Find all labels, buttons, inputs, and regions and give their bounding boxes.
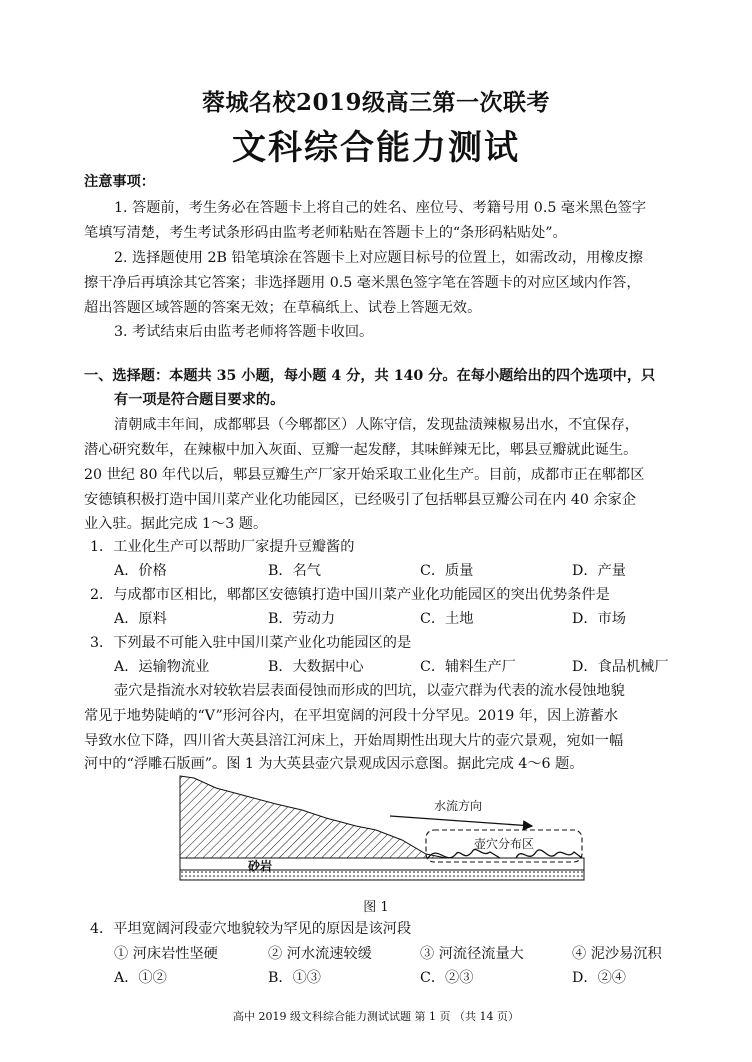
figure-1-diagram xyxy=(176,774,588,890)
question-4-statement-2: ② 河水流速较缓 xyxy=(268,946,372,962)
question-1-option-b: B．名气 xyxy=(268,563,321,579)
figure-1-caption: 图 1 xyxy=(363,900,389,915)
question-1-option-a: A．价格 xyxy=(114,563,167,579)
notice-item-2-line-3: 超出答题区域答题的答案无效；在草稿纸上、试卷上答题无效。 xyxy=(84,300,482,316)
question-4-option-c: C．②③ xyxy=(420,970,474,986)
question-3-option-b: B．大数据中心 xyxy=(268,659,364,675)
passage-2-line-3: 导致水位下降，四川省大英县涪江河床上，开始周期性出现大片的壶穴景观，宛如一幅 xyxy=(84,733,624,749)
passage-2-line-4: 河中的“浮雕石版画”。图 1 为大英县壶穴景观成因示意图。据此完成 4～6 题。 xyxy=(84,756,584,772)
notice-item-1-line-1: 1. 答题前，考生务必在答题卡上将自己的姓名、座位号、考籍号用 0.5 毫米黑色签字 xyxy=(114,200,647,216)
question-4-statement-1: ① 河床岩性坚硬 xyxy=(114,946,218,962)
question-1-option-c: C．质量 xyxy=(420,563,474,579)
question-1-stem: 1．工业化生产可以帮助厂家提升豆瓣酱的 xyxy=(90,539,355,555)
question-4-option-d: D．②④ xyxy=(572,970,626,986)
passage-1-line-5: 业入驻。据此完成 1～3 题。 xyxy=(84,516,268,532)
passage-1-line-4: 安德镇积极打造中国川菜产业化功能园区，已经吸引了包括郫县豆瓣公司在内 40 余家企 xyxy=(84,492,637,508)
notice-item-3: 3. 考试结束后由监考老师将答题卡收回。 xyxy=(114,324,374,340)
question-3-option-d: D．食品机械厂 xyxy=(572,659,669,675)
question-2-option-b: B．劳动力 xyxy=(268,611,336,627)
passage-2-line-1: 壶穴是指流水对较软岩层表面侵蚀而形成的凹坑，以壶穴群为代表的流水侵蚀地貌 xyxy=(114,683,625,699)
question-3-stem: 3．下列最不可能入驻中国川菜产业化功能园区的是 xyxy=(90,635,412,651)
passage-1-line-1: 清朝咸丰年间，成都郫县（今郫都区）人陈守信，发现盐渍辣椒易出水，不宜保存， xyxy=(114,417,639,433)
notice-heading: 注意事项： xyxy=(84,174,155,190)
sandstone-label: 砂岩 xyxy=(248,859,273,873)
notice-item-1-line-2: 笔填写清楚，考生考试条形码由监考老师粘贴在答题卡上的“条形码粘贴处”。 xyxy=(84,225,567,241)
question-3-option-c: C．辅料生产厂 xyxy=(420,659,516,675)
question-4-statement-3: ③ 河流径流量大 xyxy=(420,946,524,962)
question-2-option-a: A．原料 xyxy=(114,611,167,627)
exam-subtitle: 文科综合能力测试 xyxy=(232,128,520,168)
flow-direction-arrow xyxy=(390,816,532,826)
question-1-option-d: D．产量 xyxy=(572,563,626,579)
flow-direction-label: 水流方向 xyxy=(434,799,483,813)
question-3-option-a: A．运输物流业 xyxy=(114,659,210,675)
passage-1-line-2: 潜心研究数年，在辣椒中加入灰面、豆瓣一起发酵，其味鲜辣无比，郫县豆瓣就此诞生。 xyxy=(84,442,638,458)
question-2-option-c: C．土地 xyxy=(420,611,474,627)
passage-2-line-2: 常见于地势陡峭的“V”形河谷内，在平坦宽阔的河段十分罕见。2019 年，因上游蓄水 xyxy=(84,708,619,724)
pothole-zone-label: 壶穴分布区 xyxy=(474,837,535,851)
page-footer: 高中 2019 级文科综合能力测试试题 第 1 页 （共 14 页） xyxy=(233,1010,519,1023)
sediment-layer xyxy=(180,870,584,880)
sandstone-layer xyxy=(180,858,584,870)
question-2-option-d: D．市场 xyxy=(572,611,626,627)
section-heading-line-2: 有一项是符合题目要求的。 xyxy=(114,392,285,408)
question-4-option-b: B．①③ xyxy=(268,970,321,986)
notice-item-2-line-2: 擦干净后再填涂其它答案；非选择题用 0.5 毫米黑色签字笔在答题卡的对应区域内作答， xyxy=(84,275,641,291)
question-4-statement-4: ④ 泥沙易沉积 xyxy=(572,946,662,962)
exam-title: 蓉城名校2019级高三第一次联考 xyxy=(201,89,550,116)
question-4-stem: 4．平坦宽阔河段壶穴地貌较为罕见的原因是该河段 xyxy=(90,921,412,937)
notice-item-2-line-1: 2. 选择题使用 2B 铅笔填涂在答题卡上对应题目标号的位置上，如需改动，用橡皮擦 xyxy=(114,250,643,266)
section-heading-line-1: 一、选择题：本题共 35 小题，每小题 4 分，共 140 分。在每小题给出的四个选项中，只 xyxy=(84,368,656,384)
question-2-stem: 2．与成都市区相比，郫都区安德镇打造中国川菜产业化功能园区的突出优势条件是 xyxy=(90,587,610,603)
question-4-option-a: A．①② xyxy=(114,970,167,986)
passage-1-line-3: 20 世纪 80 年代以后，郫县豆瓣生产厂家开始采取工业化生产。目前，成都市正在郫都区 xyxy=(84,467,645,483)
